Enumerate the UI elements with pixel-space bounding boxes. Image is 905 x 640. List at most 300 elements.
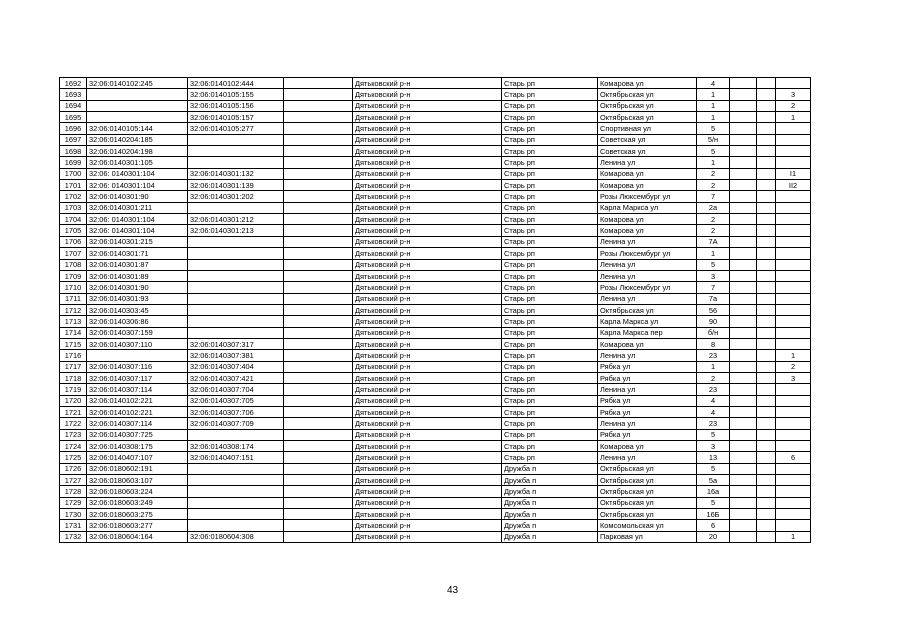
street-cell: Комарова ул [598,180,697,191]
house-number-cell: 1 [697,100,730,111]
extra-col-2-cell [757,225,776,236]
extra-col-1-cell [730,236,757,247]
settlement-cell: Старь рп [502,418,598,429]
blank-col-cell [284,531,353,542]
related-cadastral-number-cell: 32:06:0140105:156 [188,100,284,111]
extra-col-2-cell [757,418,776,429]
extra-col-2-cell [757,112,776,123]
cadastral-number-cell: 32:06:0140307:725 [87,429,188,440]
row-number-cell: 1696 [60,123,87,134]
house-number-cell: 7 [697,191,730,202]
extra-col-1-cell [730,214,757,225]
house-number-cell: 1 [697,248,730,259]
settlement-cell: Старь рп [502,372,598,383]
row-number-cell: 1732 [60,531,87,542]
extra-col-1-cell [730,395,757,406]
district-cell: Дятьковский р-н [353,452,502,463]
related-cadastral-number-cell [188,270,284,281]
settlement-cell: Старь рп [502,327,598,338]
cadastral-number-cell: 32:06:0140307:110 [87,338,188,349]
extra-col-1-cell [730,350,757,361]
row-number-cell: 1709 [60,270,87,281]
extra-col-2-cell [757,338,776,349]
apartment-number-cell [776,463,811,474]
district-cell: Дятьковский р-н [353,406,502,417]
cadastral-number-cell: 32:06:0140301:105 [87,157,188,168]
apartment-number-cell [776,475,811,486]
table-row [60,509,811,520]
row-number-cell: 1704 [60,214,87,225]
extra-col-2-cell [757,395,776,406]
settlement-cell: Старь рп [502,350,598,361]
extra-col-1-cell [730,168,757,179]
related-cadastral-number-cell [188,236,284,247]
related-cadastral-number-cell: 32:06:0140301:212 [188,214,284,225]
extra-col-2-cell [757,441,776,452]
settlement-cell: Старь рп [502,157,598,168]
apartment-number-cell [776,316,811,327]
street-cell: Рябка ул [598,395,697,406]
extra-col-2-cell [757,282,776,293]
apartment-number-cell [776,236,811,247]
related-cadastral-number-cell: 32:06:0140307:705 [188,395,284,406]
cadastral-number-cell [87,100,188,111]
row-number-cell: 1699 [60,157,87,168]
extra-col-1-cell [730,293,757,304]
blank-col-cell [284,168,353,179]
related-cadastral-number-cell: 32:06:0140102:444 [188,78,284,89]
extra-col-1-cell [730,486,757,497]
street-cell: Комарова ул [598,168,697,179]
street-cell: Ленина ул [598,350,697,361]
blank-col-cell [284,429,353,440]
table-row [60,531,811,542]
table-row [60,270,811,281]
table-row [60,168,811,179]
apartment-number-cell [776,78,811,89]
cadastral-number-cell: 32:06:0140301:215 [87,236,188,247]
extra-col-2-cell [757,214,776,225]
settlement-cell: Старь рп [502,112,598,123]
related-cadastral-number-cell: 32:06:0140307:317 [188,338,284,349]
table-row [60,384,811,395]
related-cadastral-number-cell [188,497,284,508]
cadastral-number-cell: 32:06:0140407:107 [87,452,188,463]
apartment-number-cell: 1 [776,531,811,542]
related-cadastral-number-cell: 32:06:0140307:709 [188,418,284,429]
extra-col-2-cell [757,384,776,395]
house-number-cell: 5/н [697,134,730,145]
table-row [60,441,811,452]
district-cell: Дятьковский р-н [353,123,502,134]
blank-col-cell [284,100,353,111]
table-row [60,293,811,304]
apartment-number-cell [776,486,811,497]
district-cell: Дятьковский р-н [353,395,502,406]
extra-col-1-cell [730,225,757,236]
district-cell: Дятьковский р-н [353,168,502,179]
table-row [60,214,811,225]
row-number-cell: 1703 [60,202,87,213]
extra-col-2-cell [757,497,776,508]
row-number-cell: 1710 [60,282,87,293]
street-cell: Ленина ул [598,157,697,168]
row-number-cell: 1721 [60,406,87,417]
registry-table [59,77,811,543]
blank-col-cell [284,180,353,191]
related-cadastral-number-cell: 32:06:0140301:132 [188,168,284,179]
apartment-number-cell [776,395,811,406]
cadastral-number-cell: 32:06:0180603:249 [87,497,188,508]
street-cell: Октябрьская ул [598,89,697,100]
district-cell: Дятьковский р-н [353,520,502,531]
apartment-number-cell [776,304,811,315]
row-number-cell: 1706 [60,236,87,247]
related-cadastral-number-cell: 32:06:0140308:174 [188,441,284,452]
related-cadastral-number-cell [188,475,284,486]
extra-col-2-cell [757,168,776,179]
row-number-cell: 1722 [60,418,87,429]
blank-col-cell [284,509,353,520]
apartment-number-cell [776,157,811,168]
district-cell: Дятьковский р-н [353,202,502,213]
street-cell: Ленина ул [598,384,697,395]
extra-col-1-cell [730,248,757,259]
blank-col-cell [284,316,353,327]
extra-col-2-cell [757,89,776,100]
street-cell: Советская ул [598,146,697,157]
table-row [60,146,811,157]
extra-col-2-cell [757,429,776,440]
related-cadastral-number-cell [188,486,284,497]
blank-col-cell [284,225,353,236]
apartment-number-cell [776,134,811,145]
street-cell: Октябрьская ул [598,304,697,315]
extra-col-2-cell [757,372,776,383]
apartment-number-cell [776,202,811,213]
apartment-number-cell: II2 [776,180,811,191]
settlement-cell: Старь рп [502,180,598,191]
street-cell: Октябрьская ул [598,463,697,474]
street-cell: Ленина ул [598,270,697,281]
settlement-cell: Старь рп [502,191,598,202]
row-number-cell: 1714 [60,327,87,338]
house-number-cell: 4 [697,395,730,406]
district-cell: Дятьковский р-н [353,225,502,236]
table-row [60,89,811,100]
blank-col-cell [284,327,353,338]
extra-col-2-cell [757,316,776,327]
apartment-number-cell [776,259,811,270]
settlement-cell: Старь рп [502,202,598,213]
extra-col-2-cell [757,452,776,463]
cadastral-number-cell: 32:06:0140301:90 [87,282,188,293]
related-cadastral-number-cell: 32:06:0180604:308 [188,531,284,542]
table-row [60,78,811,89]
house-number-cell: 7А [697,236,730,247]
related-cadastral-number-cell [188,429,284,440]
district-cell: Дятьковский р-н [353,350,502,361]
house-number-cell: 2 [697,214,730,225]
row-number-cell: 1707 [60,248,87,259]
house-number-cell: 4 [697,406,730,417]
row-number-cell: 1728 [60,486,87,497]
row-number-cell: 1724 [60,441,87,452]
blank-col-cell [284,361,353,372]
related-cadastral-number-cell: 32:06:0140307:704 [188,384,284,395]
settlement-cell: Старь рп [502,89,598,100]
cadastral-number-cell [87,350,188,361]
district-cell: Дятьковский р-н [353,531,502,542]
settlement-cell: Старь рп [502,338,598,349]
extra-col-2-cell [757,520,776,531]
table-row [60,134,811,145]
apartment-number-cell [776,441,811,452]
cadastral-number-cell: 32:06:0140307:116 [87,361,188,372]
street-cell: Розы Люксембург ул [598,191,697,202]
related-cadastral-number-cell: 32:06:0140307:706 [188,406,284,417]
blank-col-cell [284,293,353,304]
extra-col-1-cell [730,180,757,191]
street-cell: Розы Люксембург ул [598,248,697,259]
row-number-cell: 1700 [60,168,87,179]
settlement-cell: Старь рп [502,259,598,270]
apartment-number-cell [776,282,811,293]
cadastral-number-cell: 32:06:0140301:93 [87,293,188,304]
apartment-number-cell [776,225,811,236]
cadastral-number-cell: 32:06:0180603:107 [87,475,188,486]
table-row [60,475,811,486]
settlement-cell: Дружба п [502,463,598,474]
related-cadastral-number-cell: 32:06:0140105:155 [188,89,284,100]
settlement-cell: Дружба п [502,475,598,486]
district-cell: Дятьковский р-н [353,112,502,123]
cadastral-number-cell: 32:06: 0140301:104 [87,180,188,191]
house-number-cell: 1 [697,157,730,168]
related-cadastral-number-cell: 32:06:0140105:157 [188,112,284,123]
extra-col-1-cell [730,463,757,474]
settlement-cell: Дружба п [502,531,598,542]
table-row [60,180,811,191]
blank-col-cell [284,146,353,157]
house-number-cell: 1 [697,112,730,123]
district-cell: Дятьковский р-н [353,441,502,452]
extra-col-1-cell [730,531,757,542]
apartment-number-cell [776,146,811,157]
related-cadastral-number-cell [188,520,284,531]
table-row [60,304,811,315]
extra-col-2-cell [757,531,776,542]
cadastral-number-cell: 32:06:0180603:277 [87,520,188,531]
street-cell: Ленина ул [598,236,697,247]
row-number-cell: 1716 [60,350,87,361]
blank-col-cell [284,463,353,474]
settlement-cell: Старь рп [502,429,598,440]
street-cell: Октябрьская ул [598,475,697,486]
table-row [60,463,811,474]
house-number-cell: 23 [697,384,730,395]
extra-col-2-cell [757,486,776,497]
row-number-cell: 1725 [60,452,87,463]
apartment-number-cell [776,270,811,281]
settlement-cell: Старь рп [502,214,598,225]
house-number-cell: 16а [697,486,730,497]
cadastral-number-cell: 32:06:0140301:211 [87,202,188,213]
extra-col-1-cell [730,100,757,111]
extra-col-1-cell [730,475,757,486]
cadastral-number-cell: 32:06:0140105:144 [87,123,188,134]
extra-col-1-cell [730,89,757,100]
apartment-number-cell [776,123,811,134]
row-number-cell: 1715 [60,338,87,349]
street-cell: Розы Люксембург ул [598,282,697,293]
extra-col-1-cell [730,520,757,531]
row-number-cell: 1695 [60,112,87,123]
related-cadastral-number-cell: 32:06:0140307:404 [188,361,284,372]
extra-col-1-cell [730,157,757,168]
table-row [60,327,811,338]
cadastral-number-cell: 32:06:0140301:71 [87,248,188,259]
house-number-cell: 7а [697,293,730,304]
row-number-cell: 1727 [60,475,87,486]
table-row [60,316,811,327]
apartment-number-cell [776,384,811,395]
blank-col-cell [284,441,353,452]
blank-col-cell [284,486,353,497]
related-cadastral-number-cell [188,316,284,327]
row-number-cell: 1705 [60,225,87,236]
extra-col-1-cell [730,418,757,429]
settlement-cell: Старь рп [502,248,598,259]
cadastral-number-cell: 32:06:0140307:114 [87,384,188,395]
row-number-cell: 1730 [60,509,87,520]
street-cell: Ленина ул [598,452,697,463]
house-number-cell: 3 [697,441,730,452]
house-number-cell: 5 [697,429,730,440]
row-number-cell: 1719 [60,384,87,395]
extra-col-2-cell [757,236,776,247]
cadastral-number-cell: 32:06:0140102:221 [87,406,188,417]
cadastral-number-cell: 32:06: 0140301:104 [87,225,188,236]
related-cadastral-number-cell: 32:06:0140301:213 [188,225,284,236]
street-cell: Октябрьская ул [598,112,697,123]
table-row [60,236,811,247]
house-number-cell: 7 [697,282,730,293]
house-number-cell: 20 [697,531,730,542]
extra-col-2-cell [757,270,776,281]
extra-col-2-cell [757,180,776,191]
settlement-cell: Старь рп [502,100,598,111]
page-number: 43 [446,585,459,596]
extra-col-1-cell [730,146,757,157]
row-number-cell: 1702 [60,191,87,202]
house-number-cell: 2 [697,225,730,236]
blank-col-cell [284,395,353,406]
settlement-cell: Старь рп [502,123,598,134]
extra-col-2-cell [757,463,776,474]
house-number-cell: 90 [697,316,730,327]
extra-col-1-cell [730,134,757,145]
apartment-number-cell: I1 [776,168,811,179]
apartment-number-cell [776,248,811,259]
extra-col-1-cell [730,372,757,383]
house-number-cell: 5 [697,146,730,157]
cadastral-number-cell: 32:06:0140307:114 [87,418,188,429]
blank-col-cell [284,282,353,293]
apartment-number-cell: 6 [776,452,811,463]
street-cell: Рябка ул [598,429,697,440]
apartment-number-cell [776,406,811,417]
related-cadastral-number-cell [188,157,284,168]
house-number-cell: 16Б [697,509,730,520]
house-number-cell: 2 [697,372,730,383]
table-row [60,123,811,134]
related-cadastral-number-cell: 32:06:0140307:421 [188,372,284,383]
house-number-cell: 23 [697,418,730,429]
blank-col-cell [284,304,353,315]
apartment-number-cell: 2 [776,361,811,372]
blank-col-cell [284,78,353,89]
house-number-cell: 2 [697,180,730,191]
house-number-cell: 13 [697,452,730,463]
related-cadastral-number-cell [188,463,284,474]
row-number-cell: 1723 [60,429,87,440]
settlement-cell: Старь рп [502,406,598,417]
blank-col-cell [284,418,353,429]
table-row [60,112,811,123]
street-cell: Карла Маркса пер [598,327,697,338]
settlement-cell: Дружба п [502,486,598,497]
blank-col-cell [284,384,353,395]
related-cadastral-number-cell: 32:06:0140301:202 [188,191,284,202]
cadastral-number-cell: 32:06:0140204:198 [87,146,188,157]
house-number-cell: 5 [697,463,730,474]
row-number-cell: 1693 [60,89,87,100]
apartment-number-cell [776,520,811,531]
street-cell: Спортивная ул [598,123,697,134]
house-number-cell: 5 [697,497,730,508]
street-cell: Рябка ул [598,372,697,383]
blank-col-cell [284,123,353,134]
related-cadastral-number-cell: 32:06:0140407:151 [188,452,284,463]
row-number-cell: 1726 [60,463,87,474]
house-number-cell: 6 [697,520,730,531]
district-cell: Дятьковский р-н [353,78,502,89]
cadastral-number-cell: 32:06: 0140301:104 [87,168,188,179]
street-cell: Рябка ул [598,406,697,417]
table-row [60,406,811,417]
blank-col-cell [284,259,353,270]
extra-col-1-cell [730,452,757,463]
extra-col-1-cell [730,304,757,315]
blank-col-cell [284,134,353,145]
table-row [60,191,811,202]
extra-col-2-cell [757,191,776,202]
table-row [60,248,811,259]
extra-col-2-cell [757,78,776,89]
cadastral-number-cell: 32:06:0140301:89 [87,270,188,281]
house-number-cell: 5 [697,123,730,134]
apartment-number-cell: 3 [776,372,811,383]
apartment-number-cell [776,214,811,225]
extra-col-1-cell [730,361,757,372]
related-cadastral-number-cell [188,259,284,270]
extra-col-1-cell [730,270,757,281]
cadastral-number-cell: 32:06:0140301:87 [87,259,188,270]
extra-col-1-cell [730,123,757,134]
extra-col-2-cell [757,146,776,157]
extra-col-2-cell [757,304,776,315]
